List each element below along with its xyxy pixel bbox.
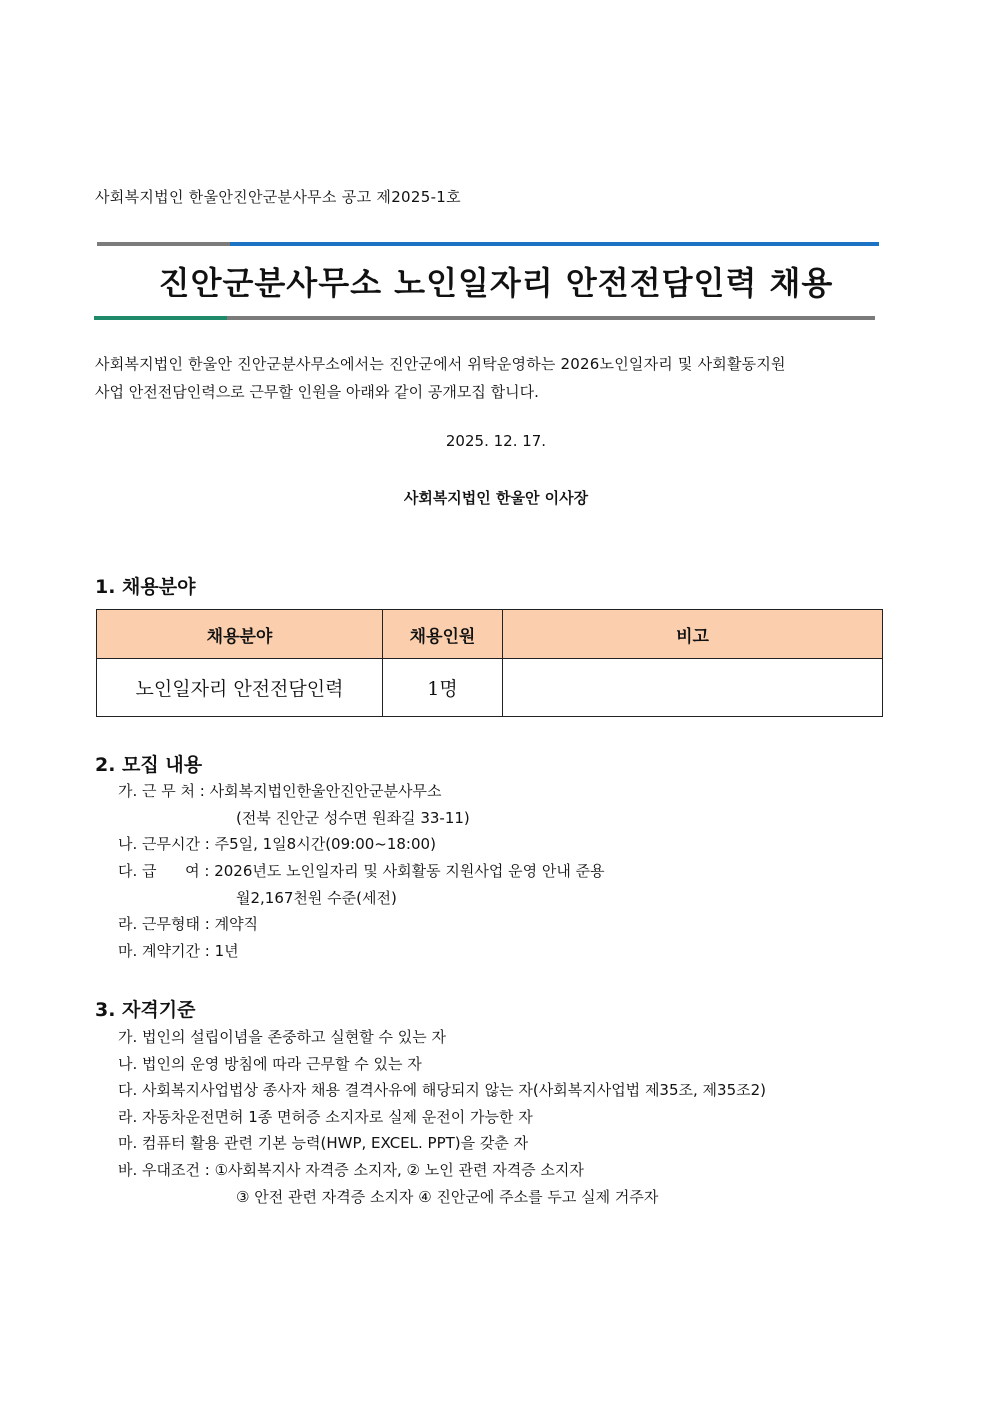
item-label: 다. 급 여 : xyxy=(118,862,215,880)
section-3-heading: 3. 자격기준 xyxy=(95,999,196,1021)
item-label: 가. 근 무 처 : xyxy=(118,782,210,800)
section-2-heading: 2. 모집 내용 xyxy=(95,754,203,776)
intro-line-2: 사업 안전전담인력으로 근무할 인원을 아래와 같이 공개모집 합니다. xyxy=(95,383,539,401)
intro-line-1: 사회복지법인 한울안 진안군분사무소에서는 진안군에서 위탁운영하는 2026노인일자리 및 사회활동지원 xyxy=(95,355,786,373)
recruit-table xyxy=(96,609,883,717)
list-item xyxy=(118,858,605,884)
title-top-rule-blue xyxy=(230,242,879,246)
list-item: 마. 컴퓨터 활용 관련 기본 능력(HWP, EXCEL. PPT)을 갖춘 자 xyxy=(118,1134,529,1152)
table-header-count: 채용인원 xyxy=(383,610,503,659)
list-item-continuation: 월2,167천원 수준(세전) xyxy=(236,889,397,907)
list-item: 라. 자동차운전면허 1종 면허증 소지자로 실제 운전이 가능한 자 xyxy=(118,1108,533,1126)
title-bottom-rule-green xyxy=(94,316,227,320)
list-item xyxy=(118,911,258,937)
title-top-rule-gray xyxy=(97,242,230,246)
item-text: 계약직 xyxy=(214,915,259,933)
list-item: 가. 법인의 설립이념을 존중하고 실현할 수 있는 자 xyxy=(118,1028,446,1046)
table-cell-count: 1명 xyxy=(383,659,503,717)
page-title: 진안군분사무소 노인일자리 안전전담인력 채용 xyxy=(158,264,834,302)
list-item: 다. 사회복지사업법상 종사자 채용 결격사유에 해당되지 않는 자(사회복지사업법 제35조, 제35조2) xyxy=(118,1081,767,1099)
table-cell-note xyxy=(503,659,883,717)
item-text: 주5일, 1일8시간(09:00~18:00) xyxy=(214,835,436,853)
item-label: 마. 계약기간 : xyxy=(118,942,215,960)
list-item xyxy=(118,938,239,964)
table-row xyxy=(97,659,883,717)
list-item-continuation: ③ 안전 관련 자격증 소지자 ④ 진안군에 주소를 두고 실제 거주자 xyxy=(236,1188,659,1206)
table-header-note: 비고 xyxy=(503,610,883,659)
intro-paragraph xyxy=(95,350,897,406)
notice-number: 사회복지법인 한울안진안군분사무소 공고 제2025-1호 xyxy=(95,188,461,206)
table-header-field: 채용분야 xyxy=(97,610,383,659)
signer: 사회복지법인 한울안 이사장 xyxy=(403,489,589,507)
title-bottom-rule-gray xyxy=(227,316,875,320)
list-item: 나. 법인의 운영 방침에 따라 근무할 수 있는 자 xyxy=(118,1055,422,1073)
item-text: 사회복지법인한울안진안군분사무소 xyxy=(209,782,442,800)
list-item: 바. 우대조건 : ①사회복지사 자격증 소지자, ② 노인 관련 자격증 소지자 xyxy=(118,1161,584,1179)
list-item xyxy=(118,778,441,804)
item-text: 2026년도 노인일자리 및 사회활동 지원사업 운영 안내 준용 xyxy=(214,862,605,880)
item-label: 라. 근무형태 : xyxy=(118,915,215,933)
item-label: 나. 근무시간 : xyxy=(118,835,215,853)
item-text: 1년 xyxy=(214,942,239,960)
table-header-row xyxy=(97,610,883,659)
notice-date: 2025. 12. 17. xyxy=(445,432,547,450)
section-1-heading: 1. 채용분야 xyxy=(95,576,196,598)
list-item xyxy=(118,831,436,857)
list-item-continuation: (전북 진안군 성수면 원좌길 33-11) xyxy=(236,809,470,827)
table-cell-field: 노인일자리 안전전담인력 xyxy=(97,659,383,717)
